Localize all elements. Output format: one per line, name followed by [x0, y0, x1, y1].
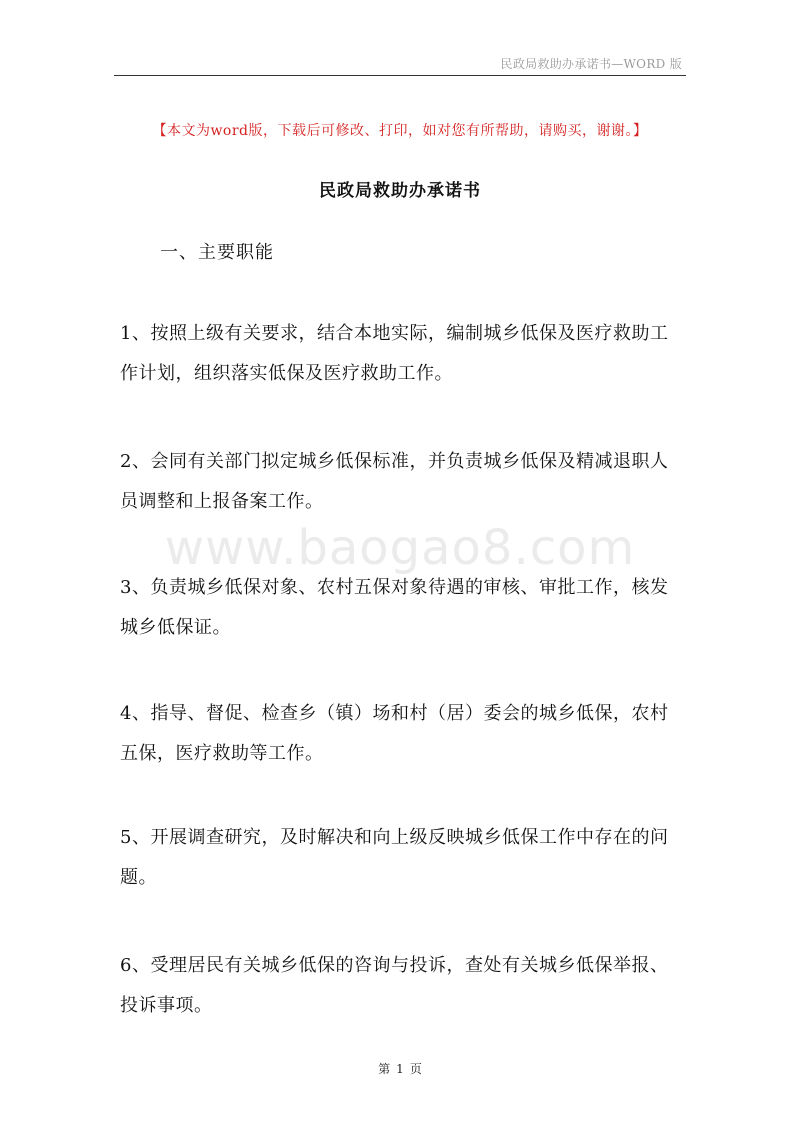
paragraph-5 [120, 818, 684, 898]
paragraph-line: 3、负责城乡低保对象、农村五保对象待遇的审核、审批工作，核发 [120, 577, 669, 598]
paragraph-1 [120, 314, 684, 394]
paragraph-line: 5、开展调查研究，及时解决和向上级反映城乡低保工作中存在的问 [120, 827, 669, 848]
paragraph-4 [120, 694, 684, 774]
page-number: 1 [396, 1062, 404, 1076]
download-notice: 【本文为word版，下载后可修改、打印，如对您有所帮助，请购买，谢谢。】 [152, 123, 648, 139]
document-title: 民政局救助办承诺书 [319, 181, 481, 201]
paragraph-2 [120, 442, 684, 522]
paragraph-line: 投诉事项。 [120, 995, 213, 1016]
paragraph-line: 2、会同有关部门拟定城乡低保标准，并负责城乡低保及精减退职人 [120, 451, 669, 472]
paragraph-3 [120, 568, 684, 648]
paragraph-line: 城乡低保证。 [120, 617, 231, 638]
paragraph-line: 五保，医疗救助等工作。 [120, 743, 324, 764]
page-footer [0, 1060, 800, 1077]
section-heading: 一、主要职能 [160, 242, 274, 263]
paragraph-line: 1、按照上级有关要求，结合本地实际，编制城乡低保及医疗救助工 [120, 323, 669, 344]
header-divider [114, 75, 686, 76]
watermark: www.baogao8.com [164, 520, 636, 576]
footer-suffix: 页 [409, 1062, 422, 1076]
paragraph-line: 4、指导、督促、检查乡（镇）场和村（居）委会的城乡低保，农村 [120, 703, 669, 724]
paragraph-line: 6、受理居民有关城乡低保的咨询与投诉，查处有关城乡低保举报、 [120, 955, 669, 976]
paragraph-line: 作计划，组织落实低保及医疗救助工作。 [120, 363, 453, 384]
running-header: 民政局救助办承诺书—WORD 版 [500, 57, 682, 71]
paragraph-line: 员调整和上报备案工作。 [120, 491, 324, 512]
paragraph-6 [120, 946, 684, 1026]
paragraph-line: 题。 [120, 867, 157, 888]
footer-prefix: 第 [378, 1062, 391, 1076]
